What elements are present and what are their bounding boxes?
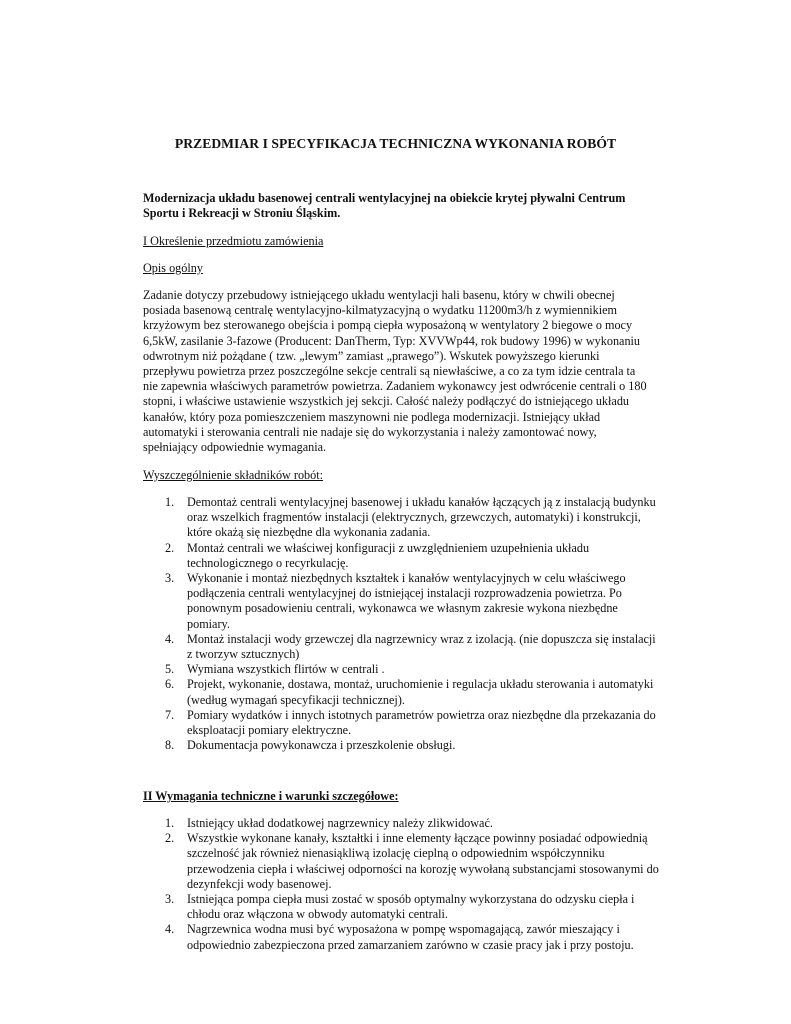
list-item-text: Wszystkie wykonane kanały, kształtki i inne elementy łączące powinny posiadać odpowiednią szczelność jak również nienasiąkliwą izolację cieplną o odpowiednim współczynniku przewodzenia ciepła i właściwej odporności na korozję wywołaną substancjami stosowanymi do dezynfekcji wody basenowej.	[187, 831, 659, 891]
list-item	[143, 541, 663, 571]
list-item	[143, 632, 663, 662]
list-item-number: 3.	[165, 892, 175, 907]
list-item-text: Demontaż centrali wentylacyjnej basenowej i układu kanałów łączących ją z instalacją budynku oraz wszelkich fragmentów instalacji (elektrycznych, grzewczych, automatyki) i konstrukcji, które okażą się niezbędne dla wykonania zadania.	[187, 495, 656, 540]
list-item-number: 1.	[165, 495, 175, 509]
list-item-text: Istniejący układ dodatkowej nagrzewnicy należy zlikwidować.	[187, 816, 493, 830]
section-2-heading: II Wymagania techniczne i warunki szczegółowe:	[143, 789, 399, 803]
list-item-text: Istniejąca pompa ciepła musi zostać w sposób optymalny wykorzystana do odzysku ciepła i chłodu oraz włączona w obwody automatyki centrali.	[187, 892, 635, 922]
list-item-number: 6.	[165, 677, 175, 692]
general-description-paragraph: Zadanie dotyczy przebudowy istniejącego układu wentylacji hali basenu, który w chwili obecnej posiada basenową centralę wentylacyjno-kilmatyzacyjną o wydatku 11200m3/h z wymiennikiem krzyżowym bez sterowanego obejścia i pompą ciepła wyposażoną w wentylatory 2 biegowe o mocy 6,5kW, zasilanie 3-fazowe (Producent: DanTherm, Typ: XVVWp44, rok budowy 1996) w wykonaniu odwrotnym niż pożądane ( tzw. „lewym” zamiast „prawego”). Wskutek powyższego kierunki przepływu powietrza przez poszczególne sekcje centrali są niewłaściwe, a co za tym idzie centrala ta nie zapewnia właściwych parametrów powietrza. Zadaniem wykonawcy jest odwrócenie centrali o 180 stopni, i właściwe ustawienie wszystkich jej sekcji. Całość należy podłączyć do istniejącego układu kanałów, który poza pomieszczeniem maszynowni nie podlega modernizacji. Istniejący układ automatyki i sterowania centrali nie nadaje się do wykorzystania i należy zamontować nowy, spełniający odpowiednie wymagania.	[143, 288, 647, 455]
list-item-text: Wymiana wszystkich flirtów w centrali .	[187, 662, 385, 677]
list-item-number: 8.	[165, 738, 175, 753]
list-item	[143, 677, 663, 707]
list-item-text: Montaż centrali we właściwej konfiguracji z uwzględnieniem uzupełnienia układu technologicznego o recyrkulację.	[187, 540, 590, 570]
list-item	[143, 495, 663, 541]
work-items-list	[143, 495, 663, 753]
list-item-number: 1.	[165, 816, 175, 830]
list-item-number: 7.	[165, 707, 175, 722]
work-items-heading: Wyszczególnienie składników robót:	[143, 468, 323, 482]
list-item-text: Dokumentacja powykonawcza i przeszkolenie obsługi.	[187, 738, 456, 753]
list-item	[143, 571, 663, 632]
list-item	[143, 892, 668, 922]
document-subtitle: Modernizacja układu basenowej centrali wentylacyjnej na obiekcie krytej pływalni Centrum Sportu i Rekreacji w Stroniu Śląskim.	[143, 191, 626, 221]
list-item	[143, 738, 663, 753]
technical-requirements-list	[143, 816, 668, 953]
list-item	[143, 922, 668, 952]
list-item-number: 3.	[165, 571, 175, 586]
list-item-number: 5.	[165, 662, 175, 677]
list-item-text: Montaż instalacji wody grzewczej dla nagrzewnicy wraz z izolacją. (nie dopuszcza się instalacji z tworzyw sztucznych)	[187, 631, 656, 662]
section-1-heading: I Określenie przedmiotu zamówienia	[143, 234, 324, 248]
list-item	[143, 831, 668, 892]
list-item-text: Nagrzewnica wodna musi być wyposażona w pompę wspomagającą, zawór mieszający i odpowiednio zabezpieczona przed zamarzaniem zarówno w czasie pracy jak i przy postoju.	[187, 922, 634, 952]
list-item-number: 4.	[165, 631, 175, 646]
list-item-text: Wykonanie i montaż niezbędnych kształtek i kanałów wentylacyjnych w celu właściwego podłączenia centrali wentylacyjnej do istniejącej instalacji rozprowadzenia powietrza. Po ponownym posadowieniu centrali, wykonawca we własnym zakresie wykona niezbędne pomiary.	[187, 571, 626, 631]
list-item-number: 2.	[165, 540, 175, 555]
list-item	[143, 708, 663, 738]
list-item-number: 4.	[165, 922, 175, 937]
list-item-number: 2.	[165, 831, 175, 846]
general-description-heading: Opis ogólny	[143, 261, 203, 275]
list-item-text: Projekt, wykonanie, dostawa, montaż, uruchomienie i regulacja układu sterowania i automatyki (według wymagań specyfikacji technicznej).	[187, 677, 654, 707]
list-item-text: Pomiary wydatków i innych istotnych parametrów powietrza oraz niezbędne dla przekazania do eksploatacji pomiary elektryczne.	[187, 707, 656, 738]
list-item	[143, 816, 668, 831]
list-item	[143, 662, 663, 677]
document-title: PRZEDMIAR I SPECYFIKACJA TECHNICZNA WYKONANIA ROBÓT	[174, 136, 617, 151]
